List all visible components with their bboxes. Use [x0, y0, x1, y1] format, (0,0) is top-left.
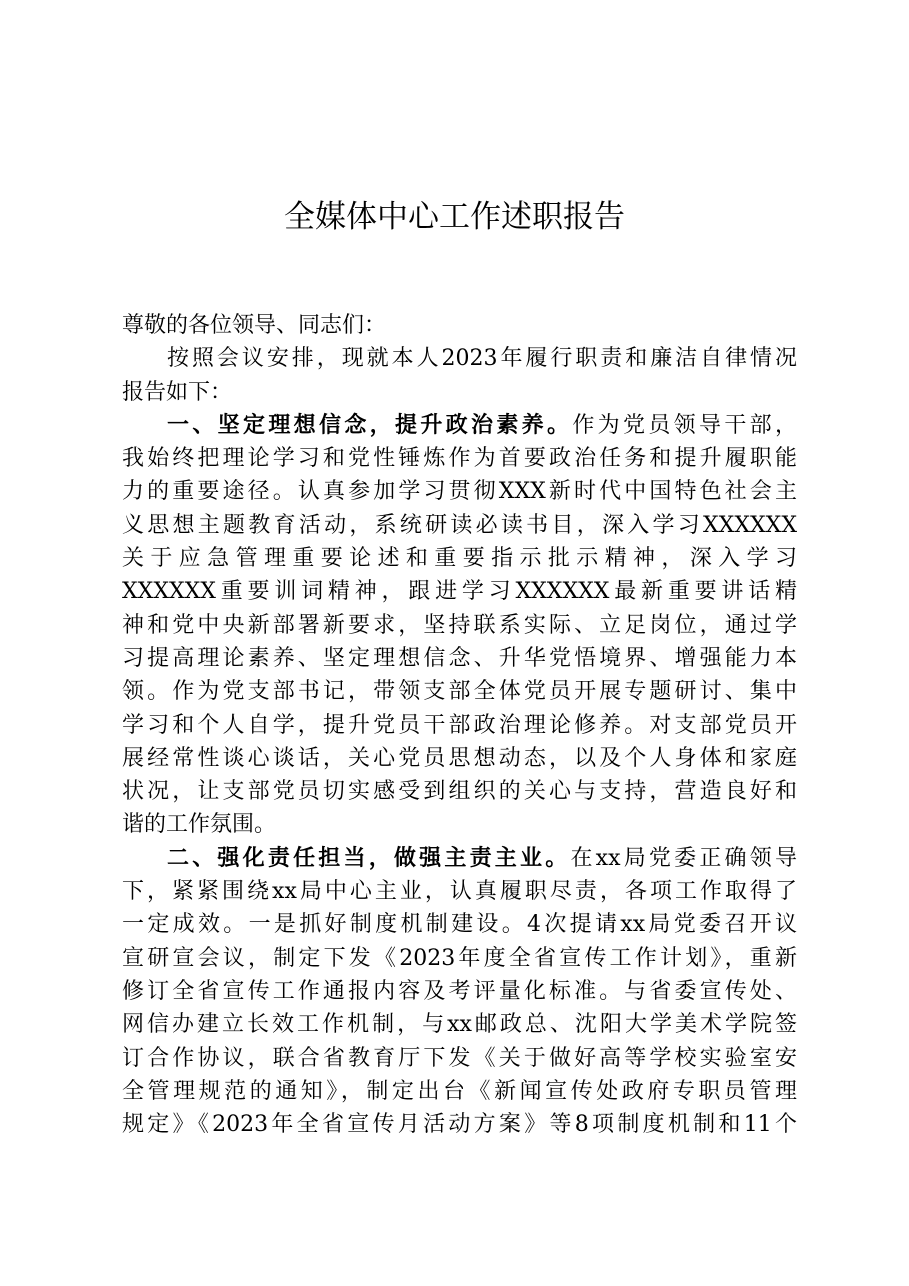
section-1-line: 展经常性谈心谈话，关心党员思想动态，以及个人身体和家庭 [122, 745, 797, 771]
section-1-first-line [122, 409, 797, 442]
section-2-line: 订合作协议，联合省教育厅下发《关于做好高等学校实验室安 [122, 1045, 797, 1071]
section-2-line: 修订全省宣传工作通报内容及考评量化标准。与省委宣传处、 [122, 978, 797, 1004]
salutation: 尊敬的各位领导、同志们： [122, 313, 387, 338]
section-2-line: 全管理规范的通知》，制定出台《新闻宣传处政府专职员管理 [122, 1078, 797, 1104]
section-2-first-line-text: 在xx局党委正确领导 [570, 845, 797, 871]
section-1-line: 神和党中央新部署新要求，坚持联系实际、立足岗位，通过学 [122, 612, 797, 638]
section-1-first-line-text: 作为党员领导干部， [572, 412, 797, 438]
section-1-heading: 一、坚定理想信念，提升政治素养。 [167, 412, 573, 438]
section-2-first-line [122, 842, 797, 875]
section-2-line: 宣研宣会议，制定下发《2023年度全省宣传工作计划》，重新 [122, 945, 797, 971]
intro-line: 报告如下： [122, 379, 233, 405]
section-1-line: 领。作为党支部书记，带领支部全体党员开展专题研讨、集中 [122, 679, 797, 705]
section-2-line: 下，紧紧围绕xx局中心主业，认真履职尽责，各项工作取得了 [122, 879, 797, 905]
section-1-line: XXXXXX重要训词精神，跟进学习XXXXXX最新重要讲话精 [122, 579, 797, 605]
section-2-line: 网信办建立长效工作机制，与xx邮政总、沈阳大学美术学院签 [122, 1012, 797, 1038]
section-1-line: 学习和个人自学，提升党员干部政治理论修养。对支部党员开 [122, 712, 797, 738]
document-body [122, 309, 797, 1141]
section-1-line: 我始终把理论学习和党性锤炼作为首要政治任务和提升履职能 [122, 446, 797, 472]
section-2-line: 一定成效。一是抓好制度机制建设。4次提请xx局党委召开议 [122, 912, 797, 938]
document-title: 全媒体中心工作述职报告 [284, 199, 625, 235]
section-2-line: 规定》《2023年全省宣传月活动方案》等8项制度机制和11个 [122, 1112, 797, 1138]
section-1-line: 习提高理论素养、坚定理想信念、升华党悟境界、增强能力本 [122, 645, 797, 671]
section-1-line: 关于应急管理重要论述和重要指示批示精神，深入学习 [122, 546, 797, 572]
intro-line: 按照会议安排，现就本人2023年履行职责和廉洁自律情况 [167, 346, 797, 372]
section-1-line: 力的重要途径。认真参加学习贯彻XXX新时代中国特色社会主 [122, 479, 797, 505]
section-2-heading: 二、强化责任担当，做强主责主业。 [167, 845, 571, 871]
section-1-line: 状况，让支部党员切实感受到组织的关心与支持，营造良好和 [122, 779, 797, 805]
section-1-line: 义思想主题教育活动，系统研读必读书目，深入学习XXXXXX [122, 512, 797, 538]
section-1-line: 谐的工作氛围。 [122, 812, 277, 838]
